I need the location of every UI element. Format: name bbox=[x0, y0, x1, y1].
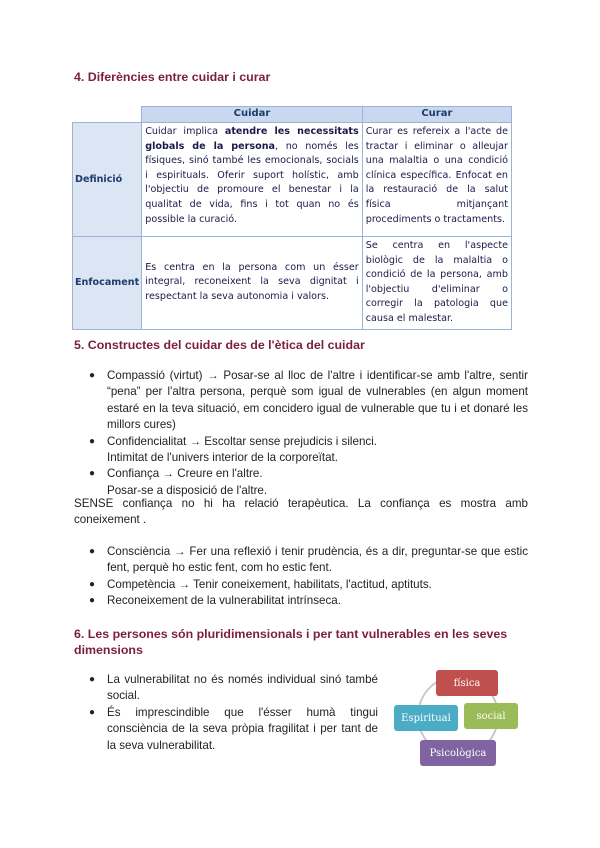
confidence-note: SENSE confiança no hi ha relació terapèutica. La confiança es mostra amb coneixement . bbox=[74, 497, 528, 527]
list-item bbox=[88, 466, 528, 499]
dimension-node-fisica bbox=[436, 670, 498, 696]
dimensions-cycle-diagram bbox=[392, 660, 524, 770]
section-4-heading: 4. Diferències entre cuidar i curar bbox=[74, 70, 271, 84]
bullet-icon: ● bbox=[89, 468, 96, 480]
list-item-text: Consciència → Fer una reflexió i tenir prudència, és a dir, preguntar-se que estic fent, perquè ho estic fent, com ho estic fent. bbox=[107, 545, 528, 575]
bullet-icon: ● bbox=[89, 546, 96, 557]
section-5-heading: 5. Constructes del cuidar des de l'ètica del cuidar bbox=[74, 338, 365, 352]
list-item-subtext: Posar-se a disposició de l'altre. bbox=[107, 483, 268, 497]
list-item-text: És imprescindible que l'ésser humà tingui consciència de la seva pròpia fragilitat i per tant de la seva vulnerabilitat. bbox=[107, 705, 378, 752]
dimension-node-espiritual bbox=[394, 705, 458, 731]
list-item bbox=[88, 593, 528, 609]
list-item bbox=[88, 672, 378, 705]
table-header-row bbox=[73, 107, 512, 123]
dimension-label: Espiritual bbox=[401, 712, 451, 724]
list-item bbox=[88, 368, 528, 434]
cell-definicio-cuidar bbox=[142, 123, 363, 237]
list-item-text: La vulnerabilitat no és només individual sinó també social. bbox=[107, 673, 378, 703]
bullet-icon: ● bbox=[89, 370, 96, 381]
bullet-icon: ● bbox=[89, 706, 96, 718]
cell-enfocament-curar: Se centra en l'aspecte biològic de la malaltia o condició de la persona, amb l'objectiu d'eliminar o corregir la patologia que causa el malestar. bbox=[362, 237, 511, 330]
table-corner-cell bbox=[73, 107, 142, 123]
cell-definicio-curar: Curar es refereix a l'acte de tractar i eliminar o alleujar una malaltia o una condició clínica específica. Enfocat en la restauració de la salut física mitjançant procediments o tractaments. bbox=[362, 123, 511, 237]
cell-enfocament-cuidar: Es centra en la persona com un ésser integral, reconeixent la seva dignitat i respectant la seva autonomia i valors. bbox=[142, 237, 363, 330]
row-header-enfocament: Enfocament bbox=[73, 237, 142, 330]
row-header-definicio: Definició bbox=[73, 123, 142, 237]
bullet-icon: ● bbox=[89, 595, 96, 607]
constructs-list-2 bbox=[88, 544, 528, 610]
list-item-subtext: Intimitat de l'univers interior de la corporeïtat. bbox=[107, 451, 338, 465]
bullet-icon: ● bbox=[89, 578, 96, 590]
bullet-icon: ● bbox=[89, 674, 96, 685]
table-row-enfocament bbox=[73, 237, 512, 330]
constructs-list bbox=[88, 368, 528, 499]
list-item bbox=[88, 434, 528, 467]
emphasis-text: atendre les necessitats globals de la persona bbox=[145, 126, 359, 152]
list-item-text: Competència → Tenir coneixement, habilitats, l'actitud, aptituts. bbox=[107, 577, 432, 591]
dimension-label: Psicològica bbox=[429, 747, 487, 759]
dimension-node-social bbox=[464, 703, 518, 729]
dimension-label: social bbox=[476, 710, 506, 722]
bullet-icon: ● bbox=[89, 435, 96, 447]
list-item-text: Compassió (virtut) → Posar-se al lloc de l'altre i identificar-se amb l'altre, sentir “pena” per l'altra persona, perquè som igual de vulnerables (en algun moment estaré en la teva situació, em concidero igual de vulnerable que tu i et donaré les millors cures) bbox=[107, 369, 528, 432]
comparison-table bbox=[72, 106, 512, 330]
column-header-cuidar: Cuidar bbox=[142, 107, 363, 123]
column-header-curar: Curar bbox=[362, 107, 511, 123]
cell-text: Cuidar implica bbox=[145, 126, 225, 137]
cell-text: , no només les físiques, sinó també les emocionals, socials i espirituals. Oferir suport holístic, amb l'objectiu de promoure el benestar i la qualitat de vida, fins i tot quan no és possible la curació. bbox=[145, 140, 359, 225]
list-item-text: Confiança → Creure en l'altre. bbox=[107, 467, 263, 481]
dimension-label: física bbox=[453, 677, 481, 689]
table-row-definicio bbox=[73, 123, 512, 237]
dimension-node-psicologica bbox=[420, 740, 496, 766]
section-6-heading: 6. Les persones són pluridimensionals i per tant vulnerables en les seves dimensions bbox=[74, 627, 508, 657]
vulnerability-list bbox=[88, 672, 378, 754]
list-item-text: Reconeixement de la vulnerabilitat intrínseca. bbox=[107, 594, 341, 608]
list-item bbox=[88, 544, 528, 577]
list-item bbox=[88, 577, 528, 593]
list-item bbox=[88, 705, 378, 754]
list-item-text: Confidencialitat → Escoltar sense prejudicis i silenci. bbox=[107, 434, 377, 448]
